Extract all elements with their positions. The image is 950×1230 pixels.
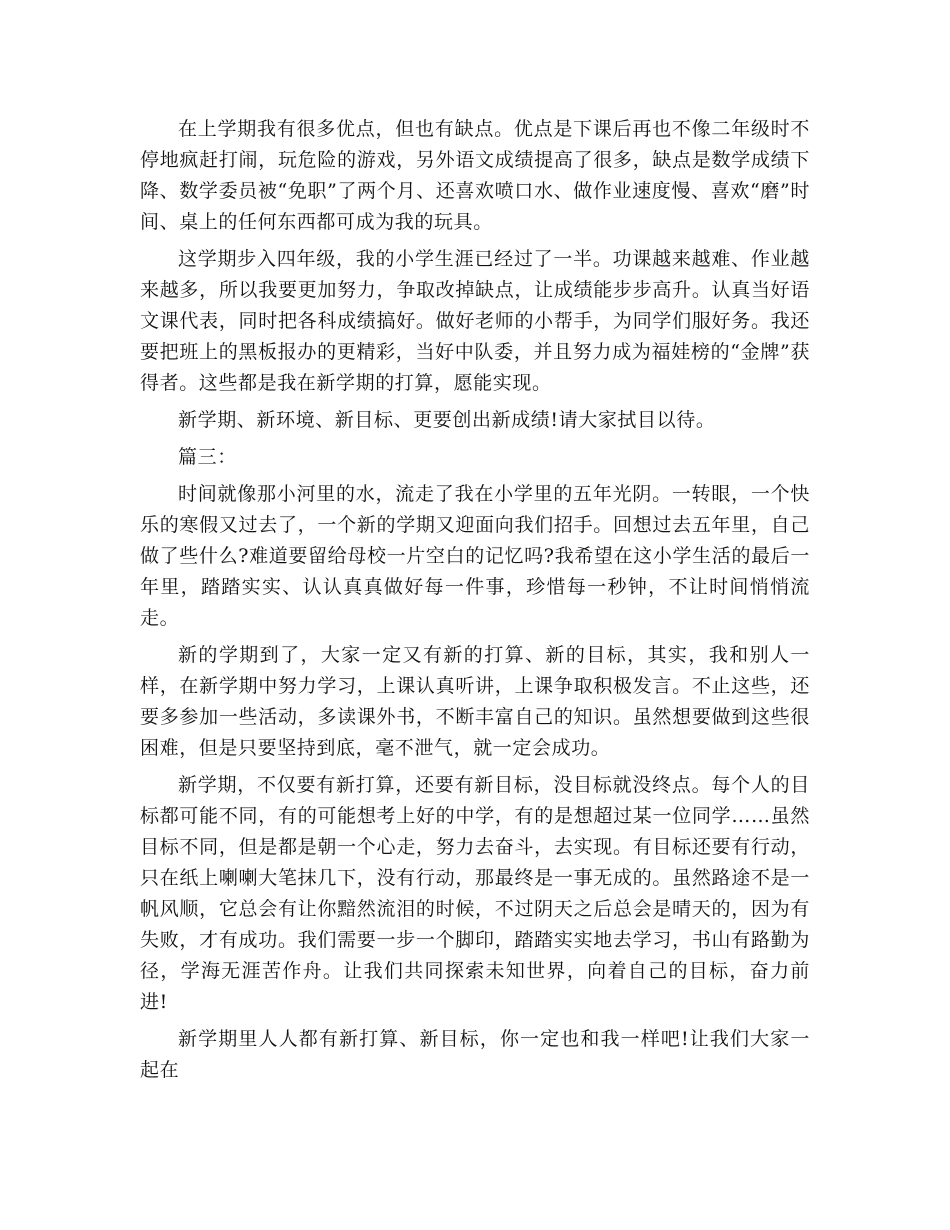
paragraph-1: 在上学期我有很多优点，但也有缺点。优点是下课后再也不像二年级时不停地疯赶打闹，玩危险的游戏，另外语文成绩提高了很多，缺点是数学成绩下降、数学委员被“免职”了两个月、还喜欢喷口水、做作业速度慢、喜欢“磨”时间、桌上的任何东西都可成为我的玩具。 [140, 118, 810, 233]
paragraph-6: 新学期，不仅要有新打算，还要有新目标，没目标就没终点。每个人的目标都可能不同，有的可能想考上好的中学，有的是想超过某一位同学……虽然目标不同，但是都是朝一个心走，努力去奋斗，去实现。有目标还要有行动，只在纸上喇喇大笔抹几下，没有行动，那最终是一事无成的。虽然路途不是一帆风顺，它总会有让你黯然流泪的时候，不过阴天之后总会是晴天的，因为有失败，才有成功。我们需要一步一个脚印，踏踏实实地去学习，书山有路勤为径，学海无涯苦作舟。让我们共同探索未知世界，向着自己的目标，奋力前进! [140, 774, 810, 1013]
paragraph-7: 新学期里人人都有新打算、新目标，你一定也和我一样吧!让我们大家一起在 [140, 1028, 810, 1081]
paragraph-2: 这学期步入四年级，我的小学生涯已经过了一半。功课越来越难、作业越来越多，所以我要更加努力，争取改掉缺点，让成绩能步步高升。认真当好语文课代表，同时把各科成绩搞好。做好老师的小帮手，为同学们服好务。我还要把班上的黑板报办的更精彩，当好中队委，并且努力成为福娃榜的“金牌”获得者。这些都是我在新学期的打算，愿能实现。 [140, 248, 810, 394]
paragraph-3: 新学期、新环境、新目标、更要创出新成绩!请大家拭目以待。 [178, 409, 716, 431]
paragraph-5: 新的学期到了，大家一定又有新的打算、新的目标，其实，我和别人一样，在新学期中努力学习，上课认真听讲，上课争取积极发言。不止这些，还要多参加一些活动，多读课外书，不断丰富自己的知识。虽然想要做到这些很困难，但是只要坚持到底，毫不泄气，就一定会成功。 [140, 644, 810, 759]
section-heading: 篇三： [178, 446, 237, 468]
paragraph-4: 时间就像那小河里的水，流走了我在小学里的五年光阴。一转眼，一个快乐的寒假又过去了，一个新的学期又迎面向我们招手。回想过去五年里，自己做了些什么?难道要留给母校一片空白的记忆吗?我希望在这小学生活的最后一年里，踏踏实实、认认真真做好每一件事，珍惜每一秒钟，不让时间悄悄流走。 [140, 483, 810, 629]
